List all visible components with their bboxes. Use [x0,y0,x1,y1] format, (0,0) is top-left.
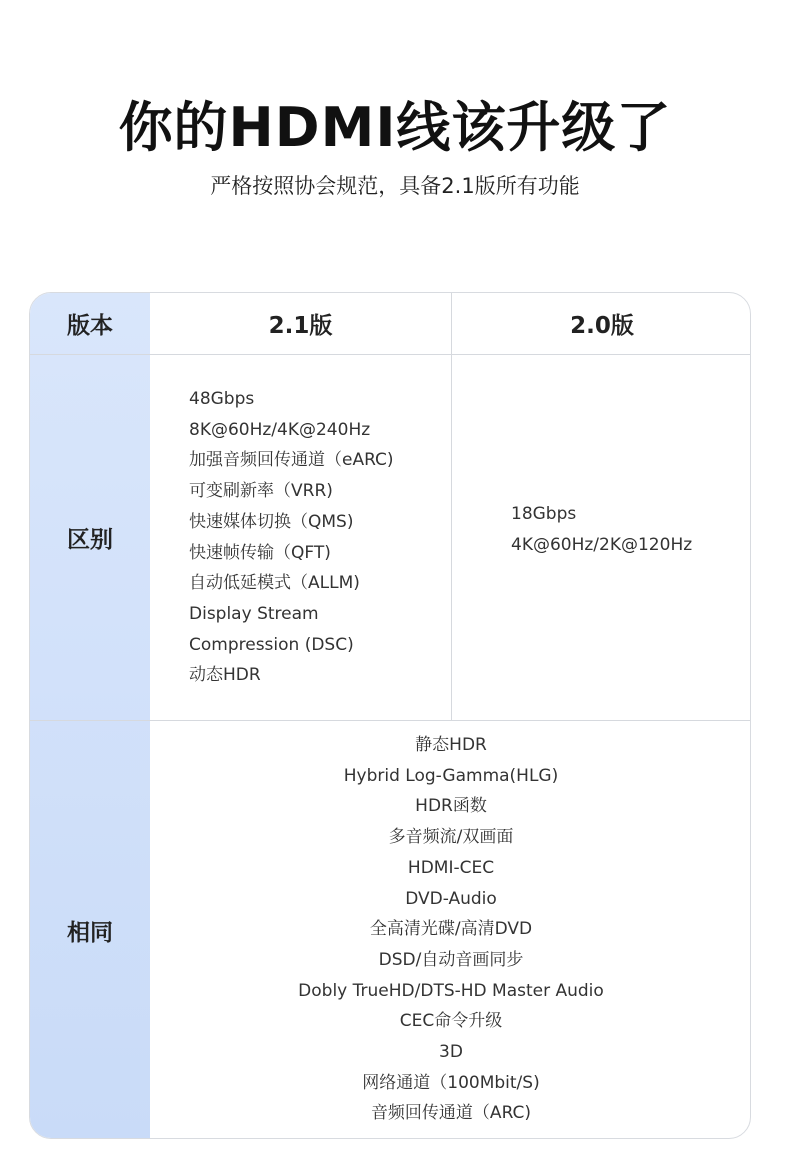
column-header-21: 2.1版 [268,313,333,339]
same-features-list [150,730,751,1129]
list-item: DVD-Audio [405,888,497,909]
list-item: 8K@60Hz/4K@240Hz [189,419,371,440]
page-subtitle: 严格按照协会规范，具备2.1版所有功能 [210,174,580,198]
list-item: HDR函数 [415,796,487,817]
divider-header [30,354,751,355]
row-header-difference: 区别 [67,526,113,553]
list-item: 快速帧传输（QFT) [189,542,331,563]
column-header-20: 2.0版 [570,313,634,339]
list-item: 网络通道（100Mbit/S) [362,1072,540,1093]
row-header-same: 相同 [67,919,113,946]
list-item: Dobly TrueHD/DTS-HD Master Audio [298,980,604,1001]
comparison-table [29,292,751,1139]
list-item: HDMI-CEC [407,857,495,878]
difference-21-list [189,384,394,691]
list-item: 加强音频回传通道（eARC) [189,450,394,471]
row-header-version: 版本 [67,313,113,339]
list-item: 静态HDR [415,735,487,755]
divider-columns [451,293,452,720]
list-item: 18Gbps [511,504,577,524]
list-item: Compression (DSC) [189,634,354,655]
list-item: 可变刷新率（VRR) [189,481,333,502]
list-item: 多音频流/双画面 [388,827,514,848]
list-item: 4K@60Hz/2K@120Hz [511,534,693,555]
page-title: 你的HDMI线该升级了 [118,96,672,159]
list-item: 快速媒体切换（QMS) [189,511,354,532]
list-item: Display Stream [189,603,319,624]
list-item: 动态HDR [189,665,261,686]
difference-20-list [511,499,692,560]
list-item: 全高清光碟/高清DVD [369,919,533,940]
list-item: Hybrid Log-Gamma(HLG) [343,765,559,786]
list-item: 48Gbps [189,389,255,409]
list-item: DSD/自动音画同步 [378,949,524,970]
list-item: 音频回传通道（ARC) [370,1103,532,1124]
divider-difference [30,720,751,721]
list-item: CEC命令升级 [399,1011,503,1032]
list-item: 自动低延模式（ALLM) [189,573,360,594]
list-item: 3D [439,1042,463,1063]
